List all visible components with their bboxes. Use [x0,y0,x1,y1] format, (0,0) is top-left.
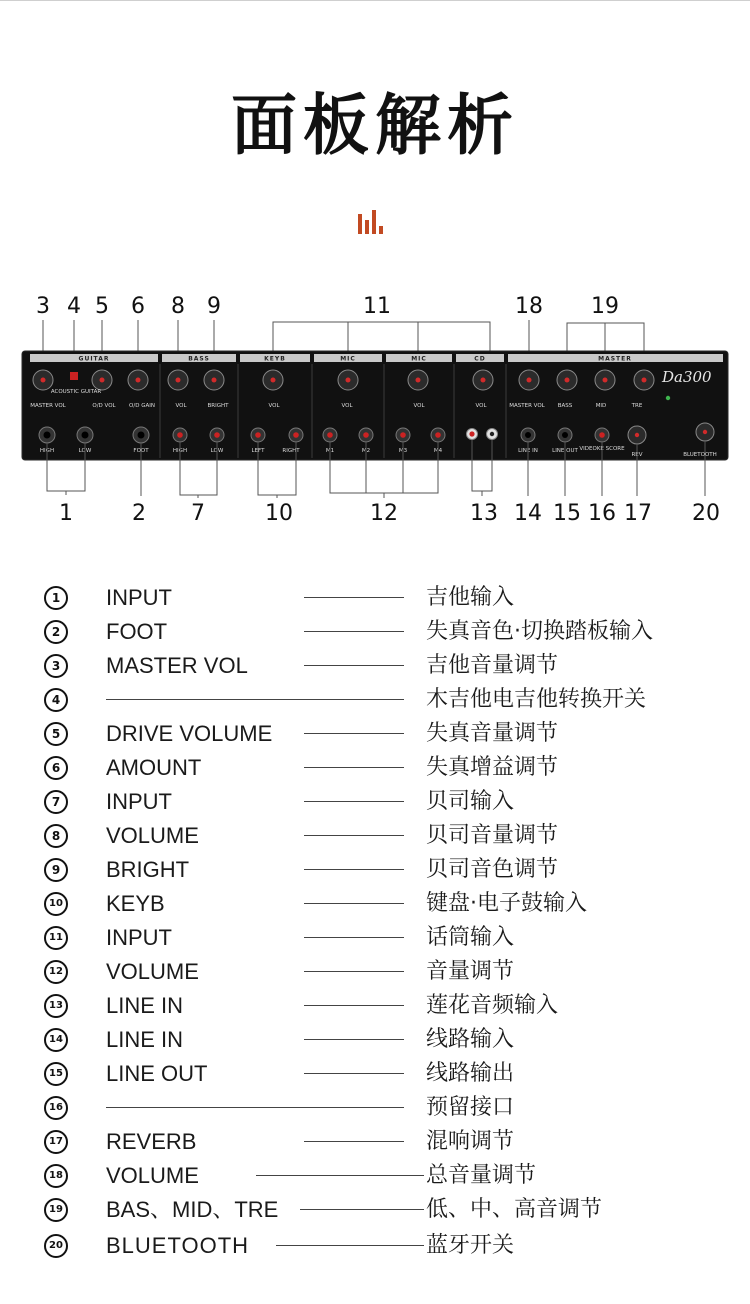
legend-number: 10 [44,892,68,916]
label-master-mid: MID [595,403,607,409]
legend-number: 5 [44,722,68,746]
callout-16: 16 [588,501,616,526]
knob-master-tre [634,370,654,390]
label-rev: REV [631,452,643,458]
section-cd: CD [474,355,486,363]
label-m3: M3 [398,448,408,454]
bar-chart-icon [356,208,384,236]
top-callout-numbers [36,294,619,319]
label-guitar-high: HIGH [39,448,55,454]
legend-row-1 [0,582,750,616]
rca-red [467,429,478,440]
knob-bluetooth [696,423,714,441]
legend-row-5 [0,718,750,752]
legend-code: INPUT [106,789,172,814]
legend-number: 18 [44,1164,68,1188]
label-master-tre: TRE [631,403,643,409]
legend-row-19 [0,1194,750,1228]
label-m1: M1 [325,448,335,454]
knob-od-gain [128,370,148,390]
legend-number: 9 [44,858,68,882]
legend-line [304,1141,404,1142]
legend-line [106,699,404,700]
legend-code: INPUT [106,925,172,950]
label-videoke-score: VIDEOKE SCORE [579,446,625,452]
legend-code: BLUETOOTH [106,1233,250,1258]
legend-desc: 失真音量调节 [426,721,559,746]
legend-desc: 音量调节 [426,959,515,984]
brand-logo: Da300 [662,368,712,386]
label-guitar-low: LOW [78,448,92,454]
legend-code: REVERB [106,1129,197,1154]
label-bass-low: LOW [210,448,224,454]
top-divider [0,0,750,1]
rca-white [487,429,498,440]
callout-11: 11 [363,294,391,319]
label-master-bass: BASS [557,403,573,409]
knob-bass-vol [168,370,188,390]
legend-desc: 线路输入 [426,1027,515,1052]
page-title: 面板解析 [231,87,519,164]
callout-2: 2 [132,501,146,526]
jack-mic-m4 [431,428,445,442]
legend-code: INPUT [106,585,172,610]
label-keyb-left: LEFT [251,448,265,454]
label-master-master-vol: MASTER VOL [509,403,545,409]
legend-row-15 [0,1058,750,1092]
section-keyb: KEYB [264,355,286,363]
label-bass-high: HIGH [172,448,188,454]
label-m4: M4 [433,448,443,454]
legend-desc: 键盘·电子鼓输入 [426,891,587,916]
label-m2: M2 [361,448,371,454]
section-guitar: GUITAR [78,355,110,363]
legend-code: AMOUNT [106,755,202,780]
legend-number: 1 [44,586,68,610]
legend-number: 6 [44,756,68,780]
knob-guitar-master-vol [33,370,53,390]
callout-19: 19 [591,294,619,319]
label-line-out: LINE OUT [552,448,578,454]
legend-line [304,835,404,836]
label-od-vol: O/D VOL [92,403,116,409]
legend-desc: 莲花音频输入 [426,993,559,1018]
jack-bass-high [173,428,187,442]
legend-desc: 总音量调节 [426,1163,537,1188]
callout-5: 5 [95,294,109,319]
knob-mic2-vol [408,370,428,390]
legend-row-10 [0,888,750,922]
label-master-vol: MASTER VOL [30,403,66,409]
knob-mic1-vol [338,370,358,390]
label-acoustic-guitar: ACOUSTIC GUITAR [50,389,102,395]
amp-panel [22,351,728,460]
jack-foot [133,427,149,443]
legend-number: 7 [44,790,68,814]
section-mic-2: MIC [411,355,427,363]
label-bluetooth: BLUETOOTH [683,452,717,458]
label-keyb-right: RIGHT [282,448,300,454]
callout-8: 8 [171,294,185,319]
knob-bass-bright [204,370,224,390]
jack-guitar-high [39,427,55,443]
legend-number: 2 [44,620,68,644]
label-foot: FOOT [133,448,149,454]
switch-acoustic-electric [70,372,78,380]
legend-code: LINE IN [106,993,184,1018]
legend-line [304,1039,404,1040]
legend-number: 15 [44,1062,68,1086]
legend-row-12 [0,956,750,990]
callout-20: 20 [692,501,720,526]
legend-number: 13 [44,994,68,1018]
legend-number: 20 [44,1234,68,1258]
legend-row-8 [0,820,750,854]
callout-9: 9 [207,294,221,319]
legend-line [304,597,404,598]
legend-code: MASTER VOL [106,653,248,678]
legend-row-18 [0,1160,750,1194]
callout-15: 15 [553,501,581,526]
jack-keyb-left [251,428,265,442]
legend-row-2 [0,616,750,650]
legend-number: 14 [44,1028,68,1052]
legend-desc: 失真增益调节 [426,755,559,780]
legend-desc: 失真音色·切换踏板输入 [426,619,653,644]
legend-desc: 贝司音色调节 [426,857,559,882]
knob-cd-vol [473,370,493,390]
label-bass-bright: BRIGHT [207,403,229,409]
legend-number: 19 [44,1198,68,1222]
callout-14: 14 [514,501,542,526]
legend-desc: 预留接口 [426,1095,515,1120]
legend-desc: 蓝牙开关 [426,1233,515,1258]
jack-keyb-right [289,428,303,442]
legend-row-17 [0,1126,750,1160]
legend-desc: 混响调节 [426,1129,515,1154]
legend-number: 17 [44,1130,68,1154]
legend-line [304,767,404,768]
label-line-in: LINE IN [518,448,538,454]
legend-row-4 [0,684,750,718]
legend-number: 16 [44,1096,68,1120]
jack-bass-low [210,428,224,442]
legend-desc: 吉他输入 [426,585,515,610]
callout-4: 4 [67,294,81,319]
legend-line [304,1073,404,1074]
legend-code: KEYB [106,891,165,916]
legend-line [304,631,404,632]
legend-desc: 线路输出 [426,1061,515,1086]
legend-code: BRIGHT [106,857,190,882]
legend-code: VOLUME [106,823,199,848]
legend-line [304,937,404,938]
callout-7: 7 [191,501,205,526]
legend-line [304,801,404,802]
legend-desc: 吉他音量调节 [426,653,559,678]
callout-6: 6 [131,294,145,319]
knob-master-mid [595,370,615,390]
legend-code: LINE OUT [106,1061,208,1086]
legend-row-7 [0,786,750,820]
legend-line [106,1107,404,1108]
legend-number: 3 [44,654,68,678]
section-mic-1: MIC [340,355,356,363]
legend-row-14 [0,1024,750,1058]
legend-row-9 [0,854,750,888]
jack-line-out [558,428,572,442]
legend-row-13 [0,990,750,1024]
legend-number: 4 [44,688,68,712]
section-headers [30,354,723,363]
label-od-gain: O/D GAIN [129,403,155,409]
label-mic1-vol: VOL [341,403,353,409]
knob-keyb-vol [263,370,283,390]
legend-row-11 [0,922,750,956]
legend-line [304,971,404,972]
jack-mic-m1 [323,428,337,442]
callout-10: 10 [265,501,293,526]
callout-1: 1 [59,501,73,526]
legend-code: BAS、MID、TRE [106,1197,279,1222]
legend-desc: 低、中、高音调节 [426,1197,603,1222]
callout-17: 17 [624,501,652,526]
legend-line [304,733,404,734]
label-mic2-vol: VOL [413,403,425,409]
legend-line [304,1005,404,1006]
callout-13: 13 [470,501,498,526]
section-master: MASTER [598,355,632,363]
bottom-callout-numbers [59,501,720,526]
legend-row-20 [0,1230,750,1264]
section-bass: BASS [188,355,210,363]
legend-code: FOOT [106,619,168,644]
label-keyb-vol: VOL [268,403,280,409]
label-bass-vol: VOL [175,403,187,409]
legend-desc: 话筒输入 [426,925,515,950]
legend-row-6 [0,752,750,786]
legend-code: VOLUME [106,1163,199,1188]
jack-line-in [521,428,535,442]
legend-line [256,1175,424,1176]
knob-rev [628,426,646,444]
legend-line [276,1245,424,1246]
legend-desc: 贝司音量调节 [426,823,559,848]
legend-line [304,665,404,666]
callout-3: 3 [36,294,50,319]
knob-master-vol [519,370,539,390]
amp-panel-diagram [0,280,750,540]
legend-code: DRIVE VOLUME [106,721,273,746]
jack-mic-m2 [359,428,373,442]
legend-number: 11 [44,926,68,950]
legend-line [304,869,404,870]
legend-desc: 贝司输入 [426,789,515,814]
jack-mic-m3 [396,428,410,442]
callout-12: 12 [370,501,398,526]
legend-line [304,903,404,904]
jack-guitar-low [77,427,93,443]
legend-row-16 [0,1092,750,1126]
legend-code: VOLUME [106,959,199,984]
legend-number: 12 [44,960,68,984]
callout-18: 18 [515,294,543,319]
legend-code: LINE IN [106,1027,184,1052]
knob-master-bass [557,370,577,390]
legend-row-3 [0,650,750,684]
label-cd-vol: VOL [475,403,487,409]
jack-videoke-score [595,428,609,442]
legend-number: 8 [44,824,68,848]
knob-od-vol [92,370,112,390]
power-led [666,396,670,400]
legend-line [300,1209,424,1210]
legend-desc: 木吉他电吉他转换开关 [426,687,647,712]
